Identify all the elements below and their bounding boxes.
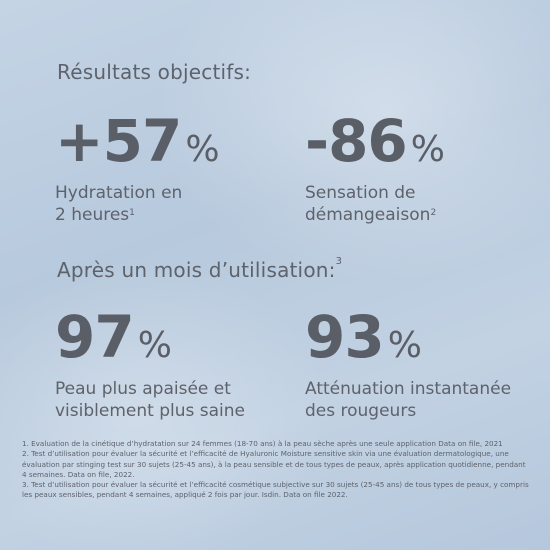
footnote-2: 2. Test d’utilisation pour évaluer la sécurité et l’efficacité de Hyaluronic Moisture sensitive skin via une évaluation dermatologique, une évaluation par stinging test sur 30 sujets (25-45 ans), à la peau sensible et de tous types de peaux, après application quotidienne, pendant 4 semaines. Data on file, 2022. [22,449,526,479]
stat-description: Hydratation en 2 heures$^1$ [55,183,183,225]
heading-objective-results: Résultats objectifs: [57,60,252,84]
stat-description: Peau plus apaisée et visiblement plus saine [55,379,245,421]
stat-value: 97 % [55,303,172,371]
stat-redness-reduction [305,303,545,422]
heading-after-one-month: Après un mois d’utilisation:$^3$ [57,256,343,282]
stat-value: 93 % [305,303,422,371]
footnote-1: 1. Evaluation de la cinétique d’hydratation sur 24 femmes (18-70 ans) à la peau sèche après une seule application Data on file, 2021 [22,439,503,448]
stat-itching [305,107,545,226]
stat-value: -86 % [305,107,446,175]
stat-value: +57 % [55,107,220,175]
footnote-3: 3. Test d’utilisation pour évaluer la sécurité et l’efficacité cosmétique subjective sur 30 sujets (25-45 ans) de tous types de peaux, y compris les peaux sensibles, pendant 4 semaines, appliqué 2 fois par jour. Isdin. Data on file 2022. [22,480,529,500]
stat-hydration [55,107,295,226]
stat-description: Atténuation instantanée des rougeurs [305,379,512,421]
footnotes [22,439,532,501]
stat-description: Sensation de démangeaison$^2$ [305,183,437,225]
stat-soothed-skin [55,303,295,422]
